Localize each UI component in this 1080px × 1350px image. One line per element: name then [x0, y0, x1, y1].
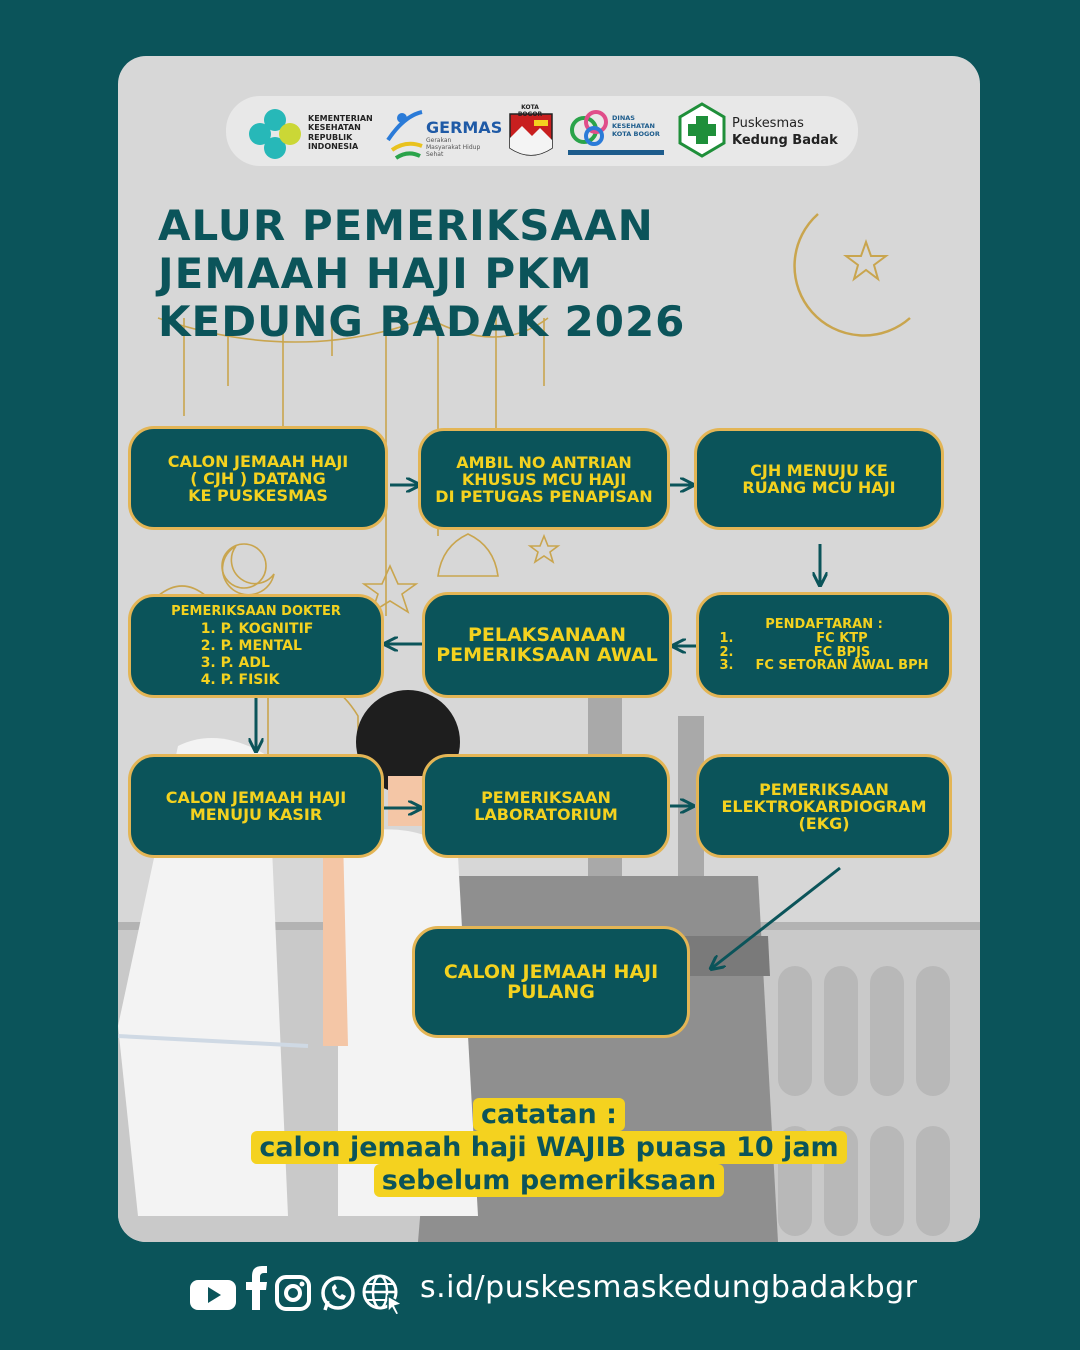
step-10-box — [412, 926, 690, 1038]
step-7-line-2: MENUJU KASIR — [189, 805, 323, 824]
step-9-line-3: (EKG) — [798, 813, 850, 833]
germas-subtitle: Gerakan Masyarakat Hidup Sehat — [426, 137, 481, 158]
facebook-icon[interactable] — [244, 1266, 268, 1312]
step-4-item-3-text: FC SETORAN AWAL BPH — [755, 658, 929, 674]
step-3-box — [694, 428, 944, 530]
instagram-icon[interactable] — [274, 1274, 312, 1312]
step-6-item-4: 4. P. FISIK — [221, 672, 314, 689]
step-4-item-2-text: FC BPJS — [813, 644, 871, 660]
step-4-list — [719, 632, 928, 673]
step-7-box — [128, 754, 384, 858]
step-4-item-2-number: 2. — [719, 644, 734, 660]
step-4-box — [696, 592, 952, 698]
step-4-heading: PENDAFTARAN : — [765, 617, 883, 633]
title-line-1: ALUR PEMERIKSAAN — [158, 201, 654, 250]
arrow-9-10 — [712, 868, 840, 968]
step-5-line-1: PELAKSANAAN — [467, 624, 627, 646]
step-4-item-1 — [719, 632, 928, 646]
germas-title: GERMAS — [426, 118, 503, 137]
step-2-line-3: DI PETUGAS PENAPISAN — [435, 486, 653, 506]
step-2-box — [418, 428, 670, 530]
step-1-box — [128, 426, 388, 530]
step-4-item-1-text: FC KTP — [816, 631, 868, 647]
step-10-line-1: CALON JEMAAH HAJI — [443, 961, 659, 983]
infographic-card — [118, 56, 980, 1242]
step-10-line-2: PULANG — [507, 981, 595, 1003]
step-4-item-2 — [719, 646, 928, 660]
step-3-line-1: CJH MENUJU KE — [750, 461, 888, 480]
step-8-line-1: PEMERIKSAAN — [481, 788, 611, 807]
step-2-line-2: KHUSUS MCU HAJI — [461, 469, 627, 489]
note-block — [118, 1098, 980, 1197]
dinas-text: DINAS KESEHATAN KOTA BOGOR — [612, 114, 660, 138]
step-5-box — [422, 592, 672, 698]
footer — [188, 1266, 918, 1318]
step-1-line-1: CALON JEMAAH HAJI — [167, 451, 349, 471]
step-4-item-1-number: 1. — [719, 631, 734, 647]
step-6-heading: PEMERIKSAAN DOKTER — [171, 603, 341, 619]
step-7-line-1: CALON JEMAAH HAJI — [165, 788, 347, 807]
footer-url[interactable]: s.id/puskesmaskedungbadakbgr — [420, 1270, 918, 1305]
title-line-2: JEMAAH HAJI PKM — [158, 249, 593, 298]
title-line-3: KEDUNG BADAK 2026 — [158, 297, 686, 346]
kota-bogor-text: KOTA BOGOR — [517, 104, 543, 118]
step-1-line-3: KE PUSKESMAS — [188, 485, 328, 505]
puskesmas-line1: Puskesmas — [732, 116, 804, 131]
note-label: catatan : — [473, 1098, 625, 1131]
step-1-line-2: ( CJH ) DATANG — [190, 468, 326, 488]
step-6-item-2: 2. P. MENTAL — [221, 638, 314, 655]
step-8-box — [422, 754, 670, 858]
step-5-line-2: PEMERIKSAAN AWAL — [436, 644, 658, 666]
step-9-line-1: PEMERIKSAAN — [759, 779, 889, 799]
step-9-box — [696, 754, 952, 858]
step-4-item-3-number: 3. — [719, 658, 734, 674]
step-9-line-2: ELEKTROKARDIOGRAM — [721, 796, 927, 816]
note-line-1: calon jemaah haji WAJIB puasa 10 jam — [251, 1131, 846, 1164]
note-line-2: sebelum pemeriksaan — [374, 1164, 724, 1197]
kemenkes-text: KEMENTERIAN KESEHATAN REPUBLIK INDONESIA — [308, 114, 373, 152]
step-8-line-2: LABORATORIUM — [474, 805, 618, 824]
web-icon[interactable] — [362, 1272, 406, 1316]
step-6-box — [128, 594, 384, 698]
youtube-icon[interactable] — [188, 1276, 238, 1312]
step-3-line-2: RUANG MCU HAJI — [742, 478, 896, 497]
whatsapp-icon[interactable] — [318, 1274, 358, 1314]
step-6-item-1: 1. P. KOGNITIF — [221, 621, 314, 638]
step-6-list — [199, 621, 314, 689]
step-4-item-3 — [719, 659, 928, 673]
step-6-item-3: 3. P. ADL — [221, 655, 314, 672]
step-2-line-1: AMBIL NO ANTRIAN — [456, 452, 632, 472]
puskesmas-line2: Kedung Badak — [732, 133, 838, 148]
